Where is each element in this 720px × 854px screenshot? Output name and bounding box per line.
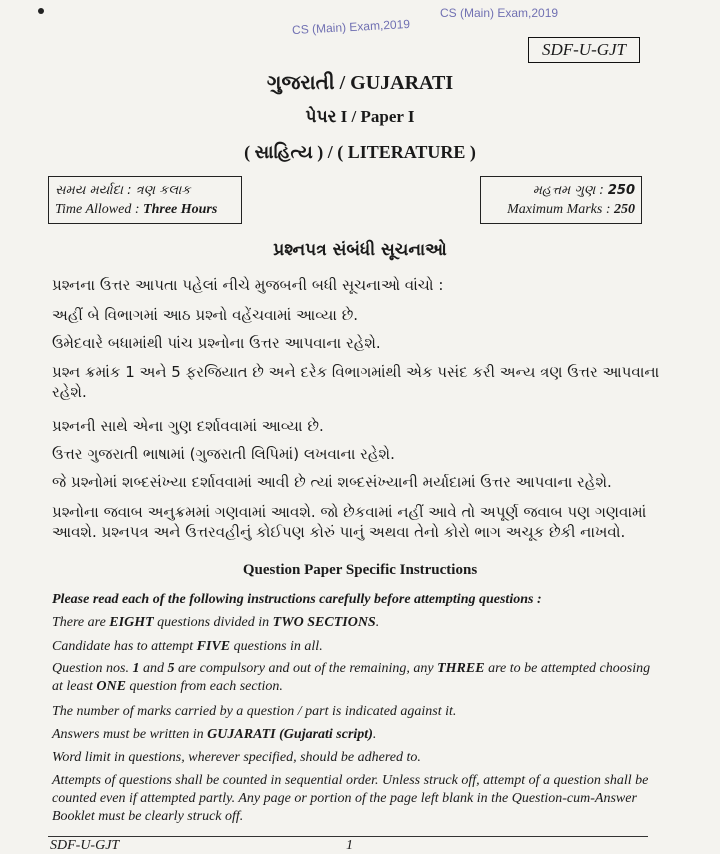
en-instruction-6: Word limit in questions, wherever specified, should be adhered to. xyxy=(52,750,421,765)
en-instruction-5 xyxy=(52,726,652,744)
text: and xyxy=(139,661,168,676)
text: are compulsory and out of the remaining, any xyxy=(174,661,438,676)
exam-stamp-1: CS (Main) Exam,2019 xyxy=(291,16,411,38)
en-instruction-3 xyxy=(52,660,652,696)
max-marks-gujarati-value: 250 xyxy=(607,183,635,198)
gu-instruction-6: ઉત્તર ગુજરાતી ભાષામાં (ગુજરાતી લિપિમાં) લખવાના રહેશે. xyxy=(52,445,395,463)
text: question from each section. xyxy=(125,679,283,694)
en-instruction-4: The number of marks carried by a question / part is indicated against it. xyxy=(52,704,457,719)
en-instruction-1 xyxy=(52,614,652,632)
punch-hole-mark xyxy=(38,8,44,14)
max-marks-gujarati xyxy=(487,181,635,200)
max-marks-label: Maximum Marks : xyxy=(507,202,611,217)
en-instruction-2 xyxy=(52,638,652,656)
time-allowed-value: Three Hours xyxy=(143,202,218,217)
text: There are xyxy=(52,615,110,630)
text-bold: TWO SECTIONS xyxy=(272,615,376,630)
gujarati-instructions-title: પ્રશ્નપત્ર સંબંધી સૂચનાઓ xyxy=(273,240,447,260)
gu-instruction-5: પ્રશ્નની સાથે એના ગુણ દર્શાવવામાં આવ્યા છે. xyxy=(52,417,324,435)
gu-instruction-4: પ્રશ્ન ક્રમાંક 1 અને 5 ફરજિયાત છે અને દરેક વિભાગમાંથી એક પસંદ કરી અન્ય ત્રણ ઉત્તર આપવાના રહેશે. xyxy=(52,363,660,401)
gu-instruction-8: પ્રશ્નોના જવાબ અનુક્રમમાં ગણવામાં આવશે. જો છેકવામાં નહીં આવે તો અપૂર્ણ જવાબ પણ ગણવામાં આવશે. પ્રશ્નપત્ર અને ઉત્તરવહીનું કોઈપણ કોરું પાનું અથવા તેનો કોરો ભાગ અચૂક છેકી નાખવો. xyxy=(52,503,647,541)
text-bold: THREE xyxy=(437,661,485,676)
text: are to be attempted choosing at least xyxy=(52,661,651,694)
time-allowed-box xyxy=(48,176,242,224)
text-bold: ONE xyxy=(96,679,126,694)
gu-instruction-2: અહીં બે વિભાગમાં આઠ પ્રશ્નો વહેંચવામાં આવ્યા છે. xyxy=(52,306,359,324)
time-allowed-label: Time Allowed : xyxy=(55,202,140,217)
text: Candidate has to attempt xyxy=(52,639,197,654)
max-marks-gujarati-label: મહત્તમ ગુણ : xyxy=(532,183,604,198)
en-instruction-7: Attempts of questions shall be counted in sequential order. Unless struck off, attempt of a question shall be counted even if attempted partly. Any page or portion of the page left blank in the Question-cum-Answer Booklet must be clearly struck off. xyxy=(52,773,649,824)
english-instructions-title: Question Paper Specific Instructions xyxy=(242,562,478,578)
exam-stamp-2: CS (Main) Exam,2019 xyxy=(440,6,559,20)
gu-instruction-1: પ્રશ્નના ઉત્તર આપતા પહેલાં નીચે મુજબની બધી સૂચનાઓ વાંચો : xyxy=(52,276,444,294)
paper-code-box: SDF-U-GJT xyxy=(528,37,640,63)
paper-title: પેપર I / Paper I xyxy=(305,107,415,126)
text: Answers must be written in xyxy=(52,727,208,742)
max-marks-value: 250 xyxy=(614,202,635,217)
maximum-marks-box xyxy=(480,176,642,224)
time-allowed-english xyxy=(55,200,235,219)
footer-divider xyxy=(48,836,648,837)
text: questions in all. xyxy=(230,639,323,654)
text: . xyxy=(375,615,380,630)
footer-page-number: 1 xyxy=(346,838,353,853)
text-bold: FIVE xyxy=(196,639,231,654)
gu-instruction-3: ઉમેદવારે બધામાંથી પાંચ પ્રશ્નોના ઉત્તર આપવાના રહેશે. xyxy=(52,334,381,352)
text: Question nos. xyxy=(52,661,133,676)
text-bold: GUJARATI (Gujarati script) xyxy=(207,727,373,742)
time-allowed-gujarati: સમય મર્યાદા : ત્રણ કલાક xyxy=(55,183,191,198)
section-title: ( સાહિત્ય ) / ( LITERATURE ) xyxy=(244,142,476,162)
text: questions divided in xyxy=(153,615,273,630)
text: . xyxy=(372,727,377,742)
text-bold: 5 xyxy=(167,661,175,676)
footer-paper-code: SDF-U-GJT xyxy=(50,838,120,853)
max-marks-english xyxy=(487,200,635,219)
gu-instruction-7: જે પ્રશ્નોમાં શબ્દસંખ્યા દર્શાવવામાં આવી છે ત્યાં શબ્દસંખ્યાની મર્યાદામાં ઉત્તર આપવાના રહેશે. xyxy=(52,473,612,491)
text-bold: EIGHT xyxy=(109,615,154,630)
en-instructions-intro: Please read each of the following instructions carefully before attempting questions : xyxy=(52,592,542,607)
text-bold: 1 xyxy=(132,661,140,676)
subject-title: ગુજરાતી / GUJARATI xyxy=(266,72,454,94)
